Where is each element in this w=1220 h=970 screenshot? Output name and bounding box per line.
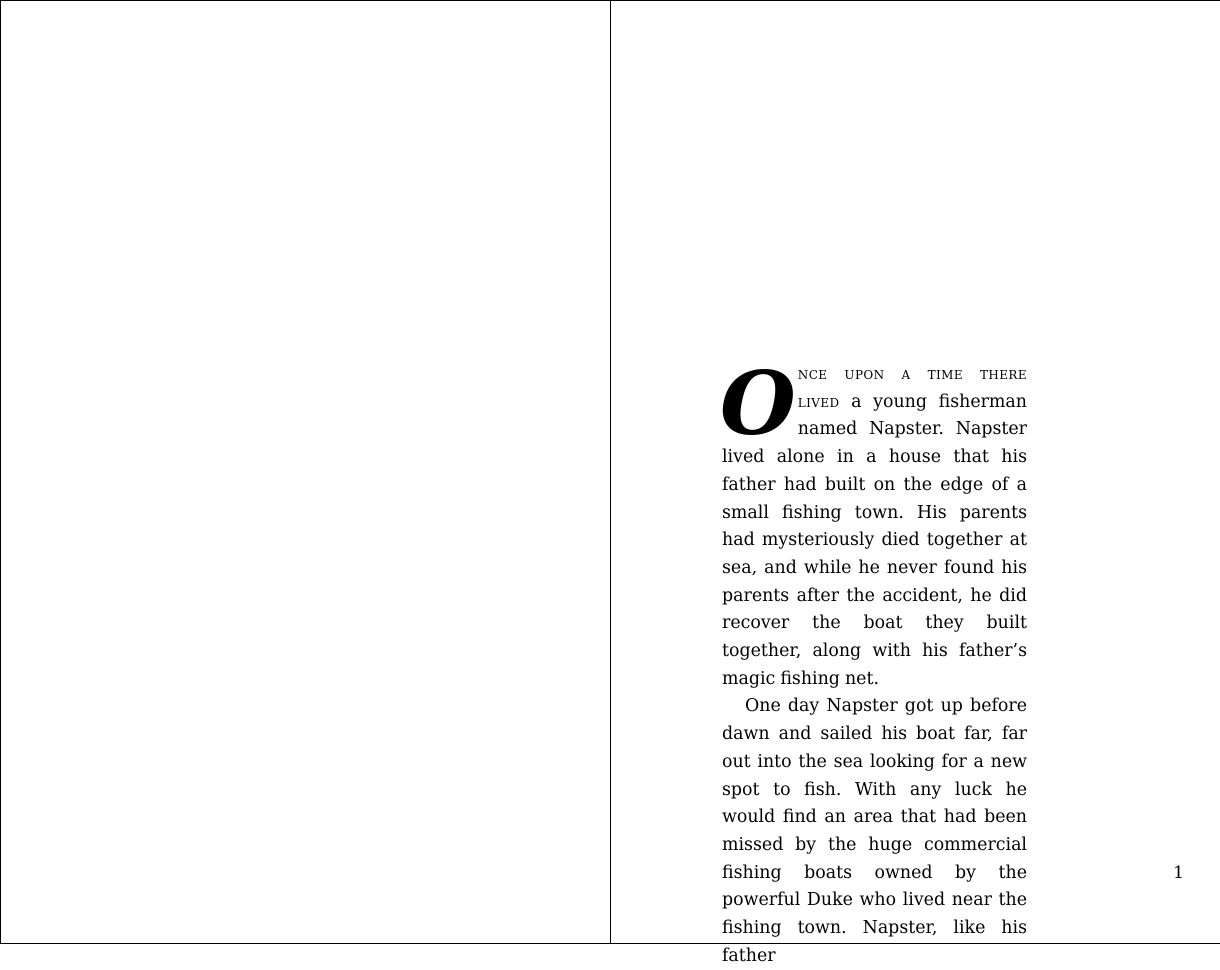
story-text-block	[720, 352, 1027, 970]
paragraph-1	[720, 352, 1027, 693]
page-number: 1	[1173, 863, 1184, 883]
right-page[interactable]	[611, 1, 1220, 966]
left-page[interactable]	[1, 1, 610, 943]
opening-smallcaps-text: nce upon a time there lived	[797, 364, 1027, 412]
paragraph-2: One day Napster got up before dawn and sailed his boat far, far out into the sea looking for a new spot to fish. With any luck he would find an area that had been missed by the huge commercial fishing boats owned by the powerful Duke who lived near the fishing town. Napster, like his father	[722, 696, 1027, 966]
drop-cap-letter: O	[720, 352, 794, 455]
paragraph-1-text: a young fisherman named Napster. Napster lived alone in a house that his father had built on the edge of a small fishing town. His parents had mysteriously died together at sea, and while he never found his parents after the accident, he did recover the boat they built together, along with his father’s magic fishing net.	[722, 391, 1027, 689]
